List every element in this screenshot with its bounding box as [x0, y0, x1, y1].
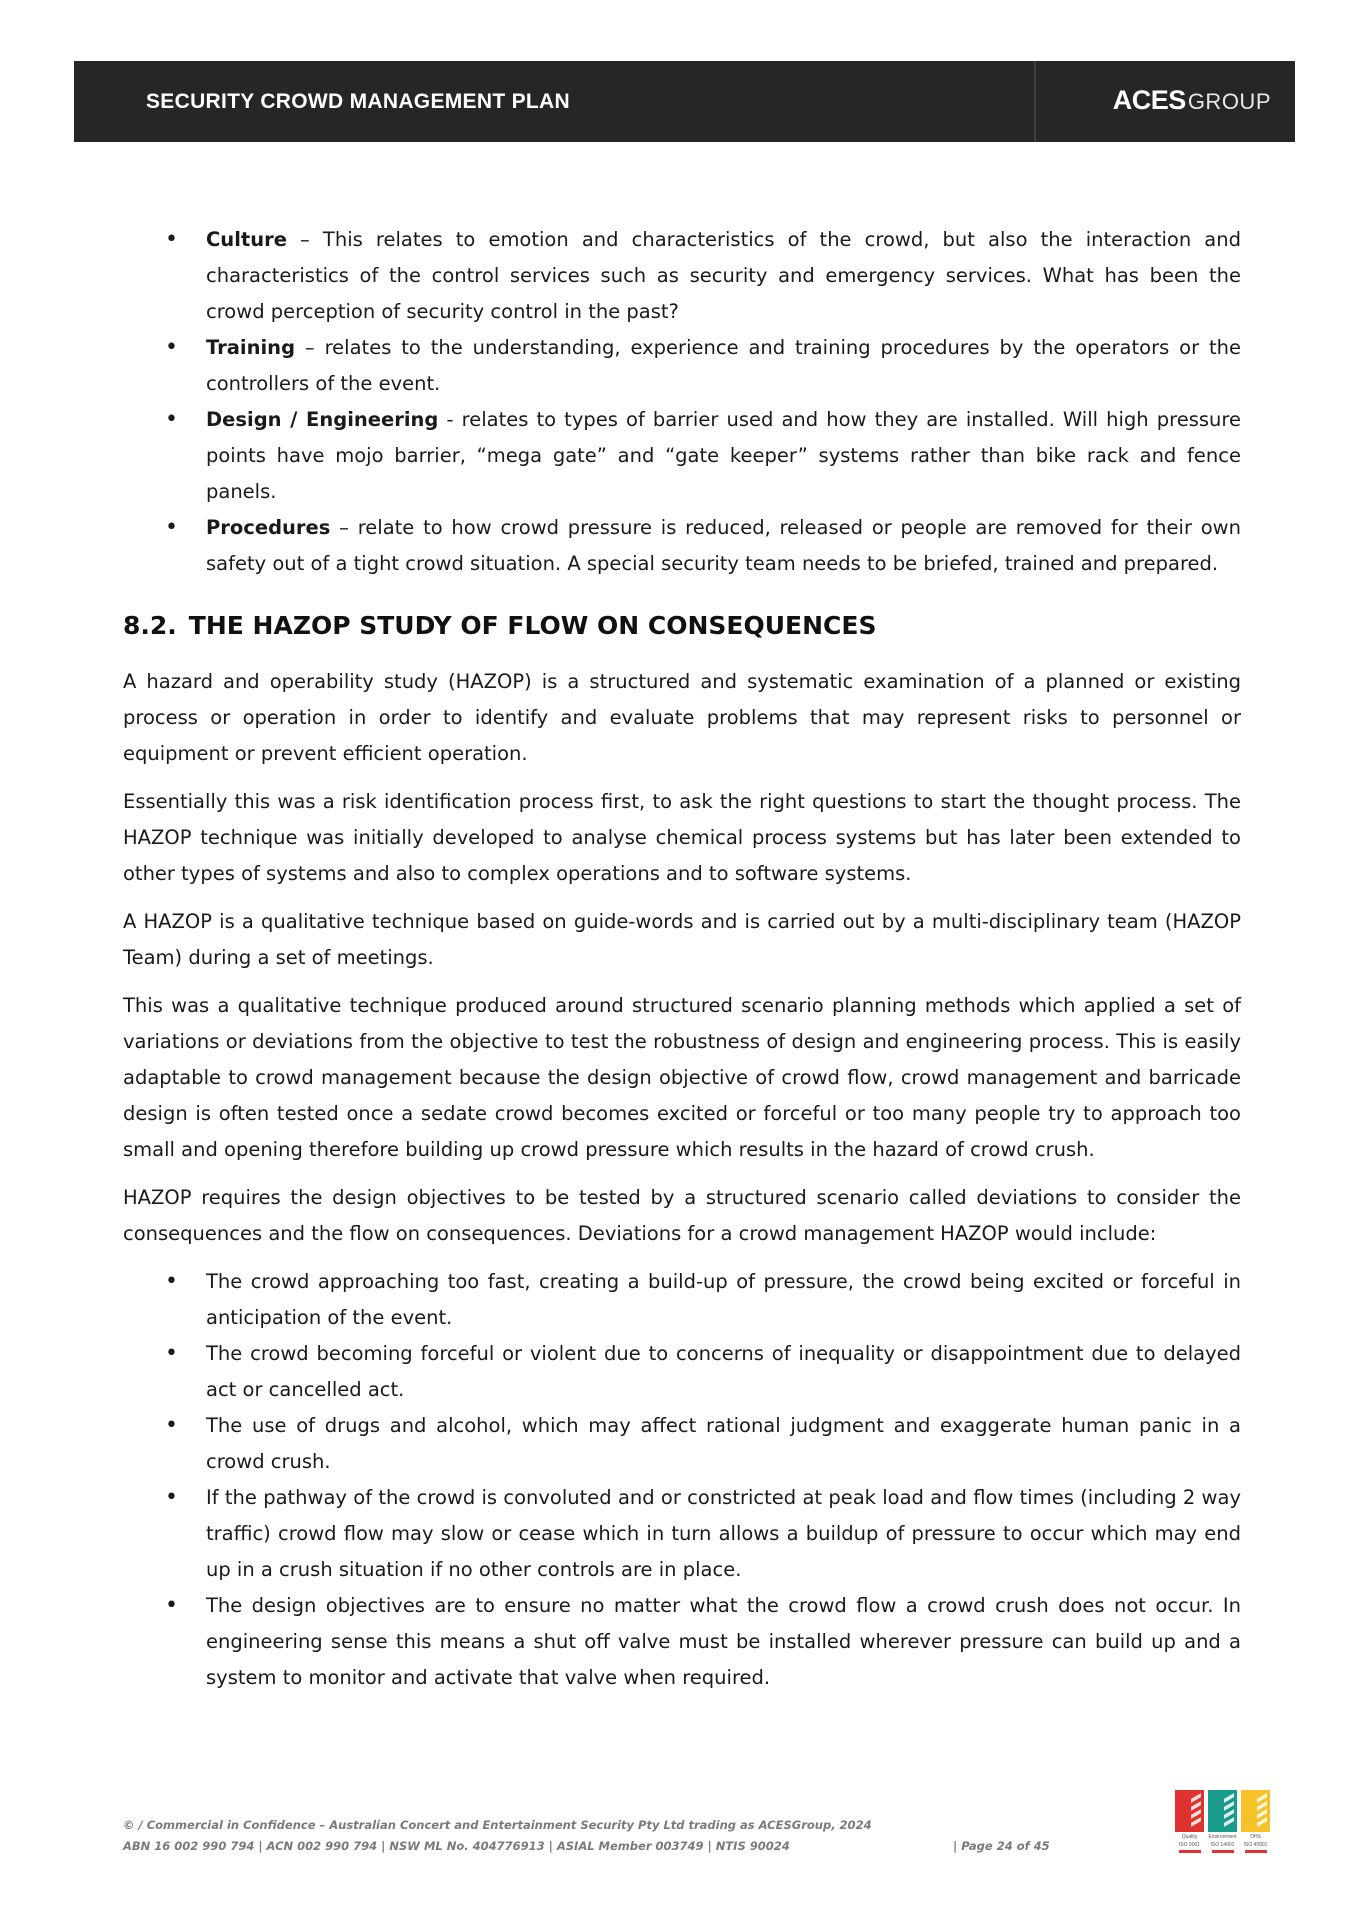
quality-cert-icon [1175, 1790, 1204, 1832]
page-footer [123, 1815, 1183, 1857]
section-title: THE HAZOP STUDY OF FLOW ON CONSEQUENCES [188, 611, 877, 640]
quality-cert-badge [1175, 1790, 1204, 1853]
paragraph: Essentially this was a risk identification process first, to ask the right questions to start the thought process. The HAZOP technique was initially developed to analyse chemical process systems but has later been extended to other types of systems and also to complex operations and to software systems. [123, 790, 1241, 885]
list-item: • The use of drugs and alcohol, which may affect rational judgment and exaggerate human panic in a crowd crush. [123, 1408, 1241, 1480]
environment-cert-icon [1208, 1790, 1237, 1832]
bullet-separator: – [330, 516, 358, 539]
bullet-text: relates to types of barrier used and how they are installed. Will high pressure points have mojo barrier, “mega gate” and “gate keeper” systems rather than bike rack and fence panels. [206, 408, 1241, 503]
factors-list [123, 222, 1241, 582]
bullet-separator: – [286, 228, 323, 251]
certification-badges [1175, 1790, 1270, 1853]
list-item [123, 402, 1241, 510]
page-number: | Page 24 of 45 [953, 1839, 1050, 1853]
section-heading [123, 606, 1241, 646]
document-title: SECURITY CROWD MANAGEMENT PLAN [146, 89, 570, 113]
bullet-term: Procedures [206, 516, 331, 539]
bullet-text: relate to how crowd pressure is reduced, released or people are removed for their own safety out of a tight crowd situation. A special security team needs to be briefed, trained and prepared. [206, 516, 1241, 575]
cert-standard: ISO 9001 [1178, 1842, 1201, 1848]
section-number: 8.2. [123, 611, 177, 640]
cert-bar [1245, 1850, 1267, 1853]
paragraph: A HAZOP is a qualitative technique based on guide-words and is carried out by a multi-disciplinary team (HAZOP Team) during a set of meetings. [123, 910, 1241, 969]
paragraph: A hazard and operability study (HAZOP) is a structured and systematic examination of a planned or existing process or operation in order to identify and evaluate problems that may represent risks to personnel or equipment or prevent efficient operation. [123, 670, 1241, 765]
cert-standard: ISO 14001 [1210, 1842, 1235, 1848]
cert-label: Quality [1181, 1834, 1198, 1840]
bullet-separator: - [438, 408, 462, 431]
footer-copyright: © / Commercial in Confidence – Australian Concert and Entertainment Security Pty Ltd trading as ACESGroup, 2024 [123, 1818, 872, 1832]
cert-bar [1212, 1850, 1234, 1853]
ohs-cert-badge [1241, 1790, 1270, 1853]
list-item [123, 330, 1241, 402]
list-item [123, 222, 1241, 330]
aces-group-logo [1113, 85, 1271, 116]
logo-main-text: ACES [1112, 85, 1186, 115]
list-item: • The crowd becoming forceful or violent due to concerns of inequality or disappointment due to delayed act or cancelled act. [123, 1336, 1241, 1408]
list-item: • The crowd approaching too fast, creating a build-up of pressure, the crowd being excited or forceful in anticipation of the event. [123, 1264, 1241, 1336]
cert-label: Environment [1208, 1834, 1237, 1840]
bullet-separator: – [295, 336, 325, 359]
cert-bar [1179, 1850, 1201, 1853]
ohs-cert-icon [1241, 1790, 1270, 1832]
list-item: • The design objectives are to ensure no matter what the crowd flow a crowd crush does not occur. In engineering sense this means a shut off valve must be installed wherever pressure can build up and a system to monitor and activate that valve when required. [123, 1588, 1241, 1696]
list-item [123, 510, 1241, 582]
list-item: • If the pathway of the crowd is convoluted and or constricted at peak load and flow times (including 2 way traffic) crowd flow may slow or cease which in turn allows a buildup of pressure to occur which may end up in a crush situation if no other controls are in place. [123, 1480, 1241, 1588]
bullet-term: Training [206, 336, 296, 359]
page-content [123, 222, 1241, 1696]
header-divider [1034, 61, 1036, 142]
page-header [74, 61, 1295, 142]
footer-registration: ABN 16 002 990 794 | ACN 002 990 794 | NSW ML No. 404776913 | ASIAL Member 003749 | NTIS 90024 [123, 1839, 790, 1853]
paragraph: This was a qualitative technique produced around structured scenario planning methods which applied a set of variations or deviations from the objective to test the robustness of design and engineering process. This is easily adaptable to crowd management because the design objective of crowd flow, crowd management and barricade design is often tested once a sedate crowd becomes excited or forceful or too many people try to approach too small and opening therefore building up crowd pressure which results in the hazard of crowd crush. [123, 994, 1241, 1161]
cert-label: OHS [1250, 1834, 1261, 1840]
bullet-term: Culture [206, 228, 287, 251]
paragraph: HAZOP requires the design objectives to be tested by a structured scenario called deviations to consider the consequences and the flow on consequences. Deviations for a crowd management HAZOP would include: [123, 1186, 1241, 1245]
bullet-term: Design / Engineering [206, 408, 439, 431]
deviations-list [123, 1264, 1241, 1696]
bullet-text: relates to the understanding, experience and training procedures by the operators or the controllers of the event. [206, 336, 1241, 395]
logo-sub-text: GROUP [1187, 89, 1271, 114]
environment-cert-badge [1208, 1790, 1237, 1853]
bullet-text: This relates to emotion and characteristics of the crowd, but also the interaction and characteristics of the control services such as security and emergency services. What has been the crowd perception of security control in the past? [206, 228, 1241, 323]
cert-standard: ISO 45001 [1243, 1842, 1268, 1848]
